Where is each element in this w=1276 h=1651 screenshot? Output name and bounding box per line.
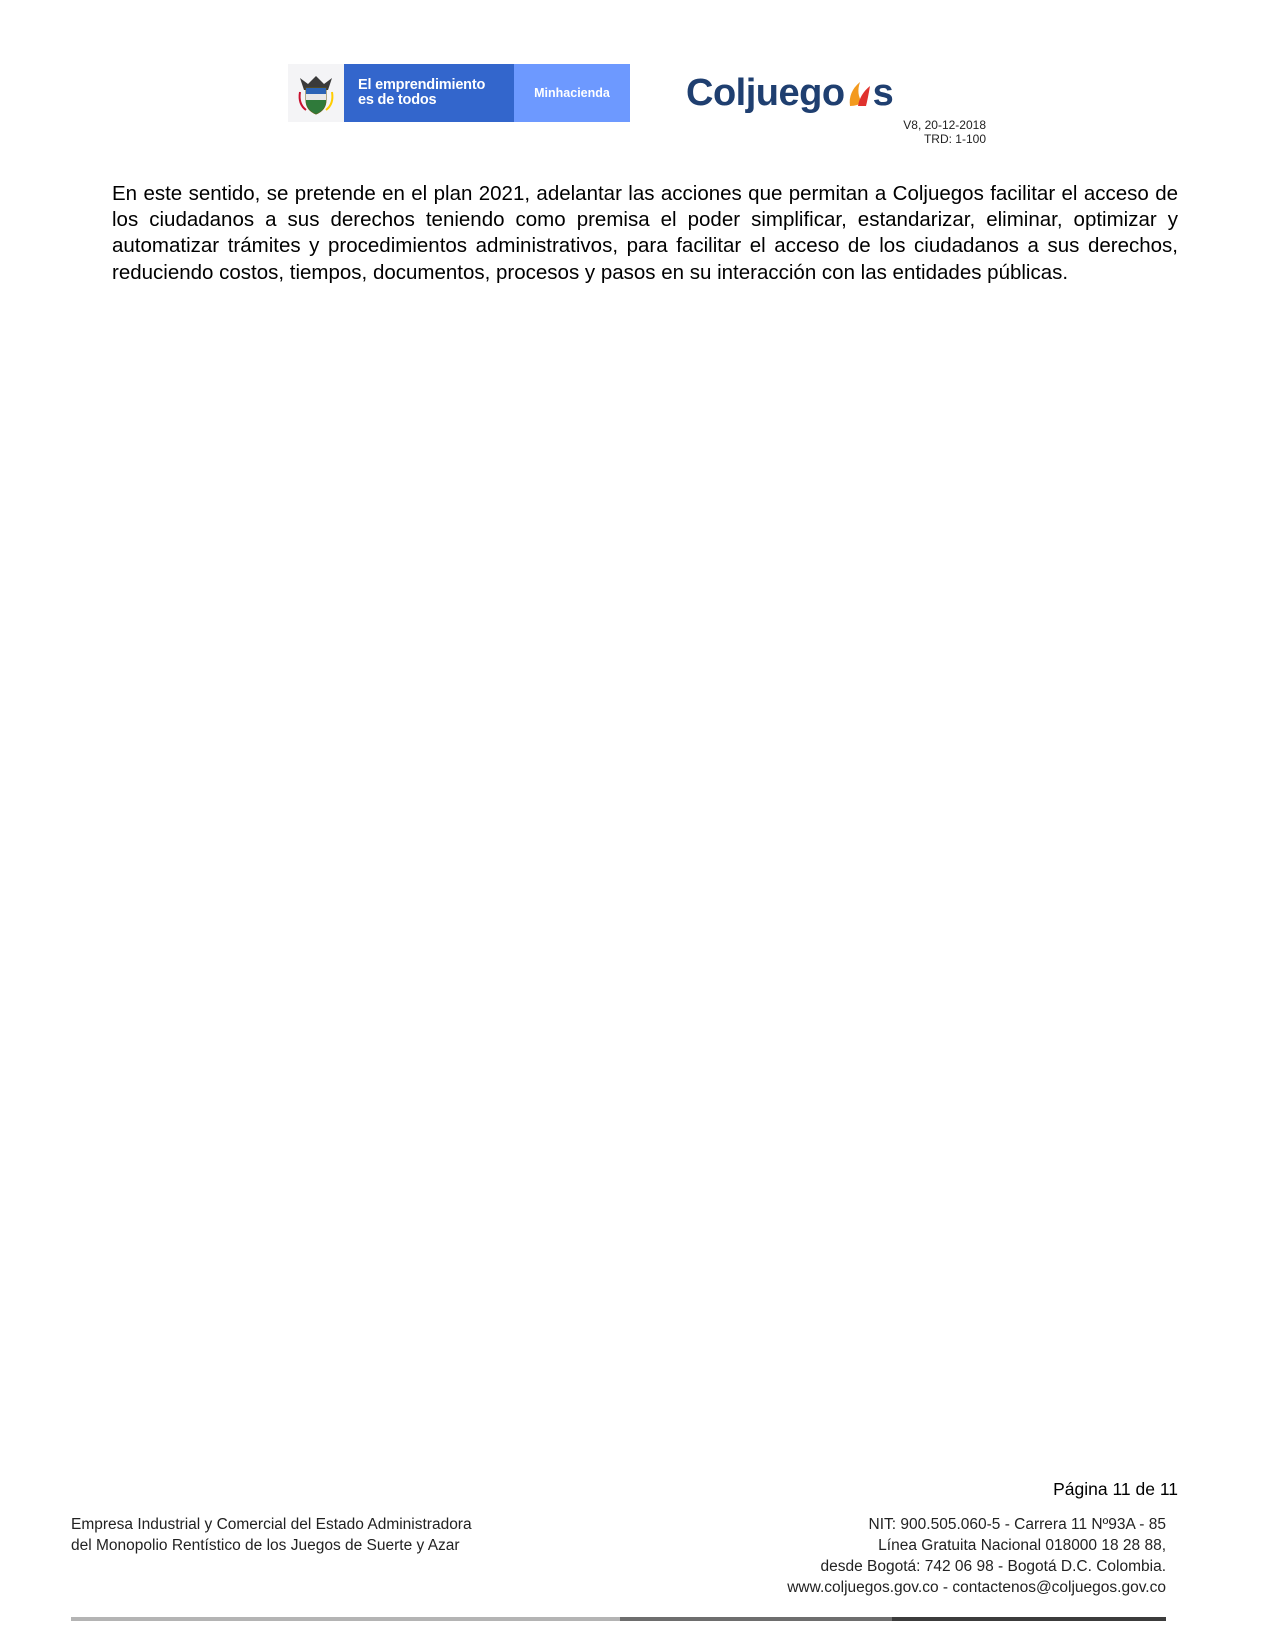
slogan-line-1: El emprendimiento <box>358 77 486 93</box>
footer-divider <box>71 1617 1166 1621</box>
government-slogan <box>344 64 514 122</box>
footer-divider-mid <box>620 1617 892 1621</box>
brand-prefix: Colj <box>686 71 756 114</box>
footer-nit-address: NIT: 900.505.060-5 - Carrera 11 Nº93A - 85 <box>868 1516 1166 1533</box>
body-paragraph: En este sentido, se pretende en el plan 2021, adelantar las acciones que permitan a Coljuegos facilitar el acceso de los ciudadanos a sus derechos teniendo como premisa el poder simplificar, estandarizar, eliminar, optimizar y automatizar trámites y procedimientos administrativos, para facilitar el acceso de los ciudadanos a sus derechos, reduciendo costos, tiempos, documentos, procesos y pasos en su interacción con las entidades públicas. <box>112 182 1178 284</box>
footer-left-line-2: del Monopolio Rentístico de los Juegos de Suerte y Azar <box>71 1537 460 1554</box>
trd-code: TRD: 1-100 <box>923 132 986 146</box>
footer-web-email: www.coljuegos.gov.co - contactenos@coljuegos.gov.co <box>787 1579 1166 1596</box>
government-logo <box>288 64 630 122</box>
footer-divider-light <box>71 1617 620 1621</box>
footer-phone-line: Línea Gratuita Nacional 018000 18 28 88, <box>878 1537 1166 1554</box>
version-date: V8, 20-12-2018 <box>903 118 986 132</box>
brand-end: s <box>872 71 894 114</box>
footer-bogota-line: desde Bogotá: 742 06 98 - Bogotá D.C. Colombia. <box>820 1558 1166 1575</box>
footer-divider-dark <box>892 1617 1166 1621</box>
document-version <box>786 118 986 146</box>
footer-contact <box>606 1514 1166 1598</box>
footer-company <box>71 1514 591 1556</box>
brand-suffix: uego <box>755 71 845 114</box>
brand-flame-icon <box>844 76 874 110</box>
ministry-label: Minhacienda <box>514 64 630 122</box>
coat-of-arms-icon <box>288 64 344 122</box>
slogan-line-2: es de todos <box>358 92 437 108</box>
footer-left-line-1: Empresa Industrial y Comercial del Estado Administradora <box>71 1516 472 1533</box>
coljuegos-logo <box>686 68 893 118</box>
page-number: Página 11 de 11 <box>1053 1479 1178 1499</box>
